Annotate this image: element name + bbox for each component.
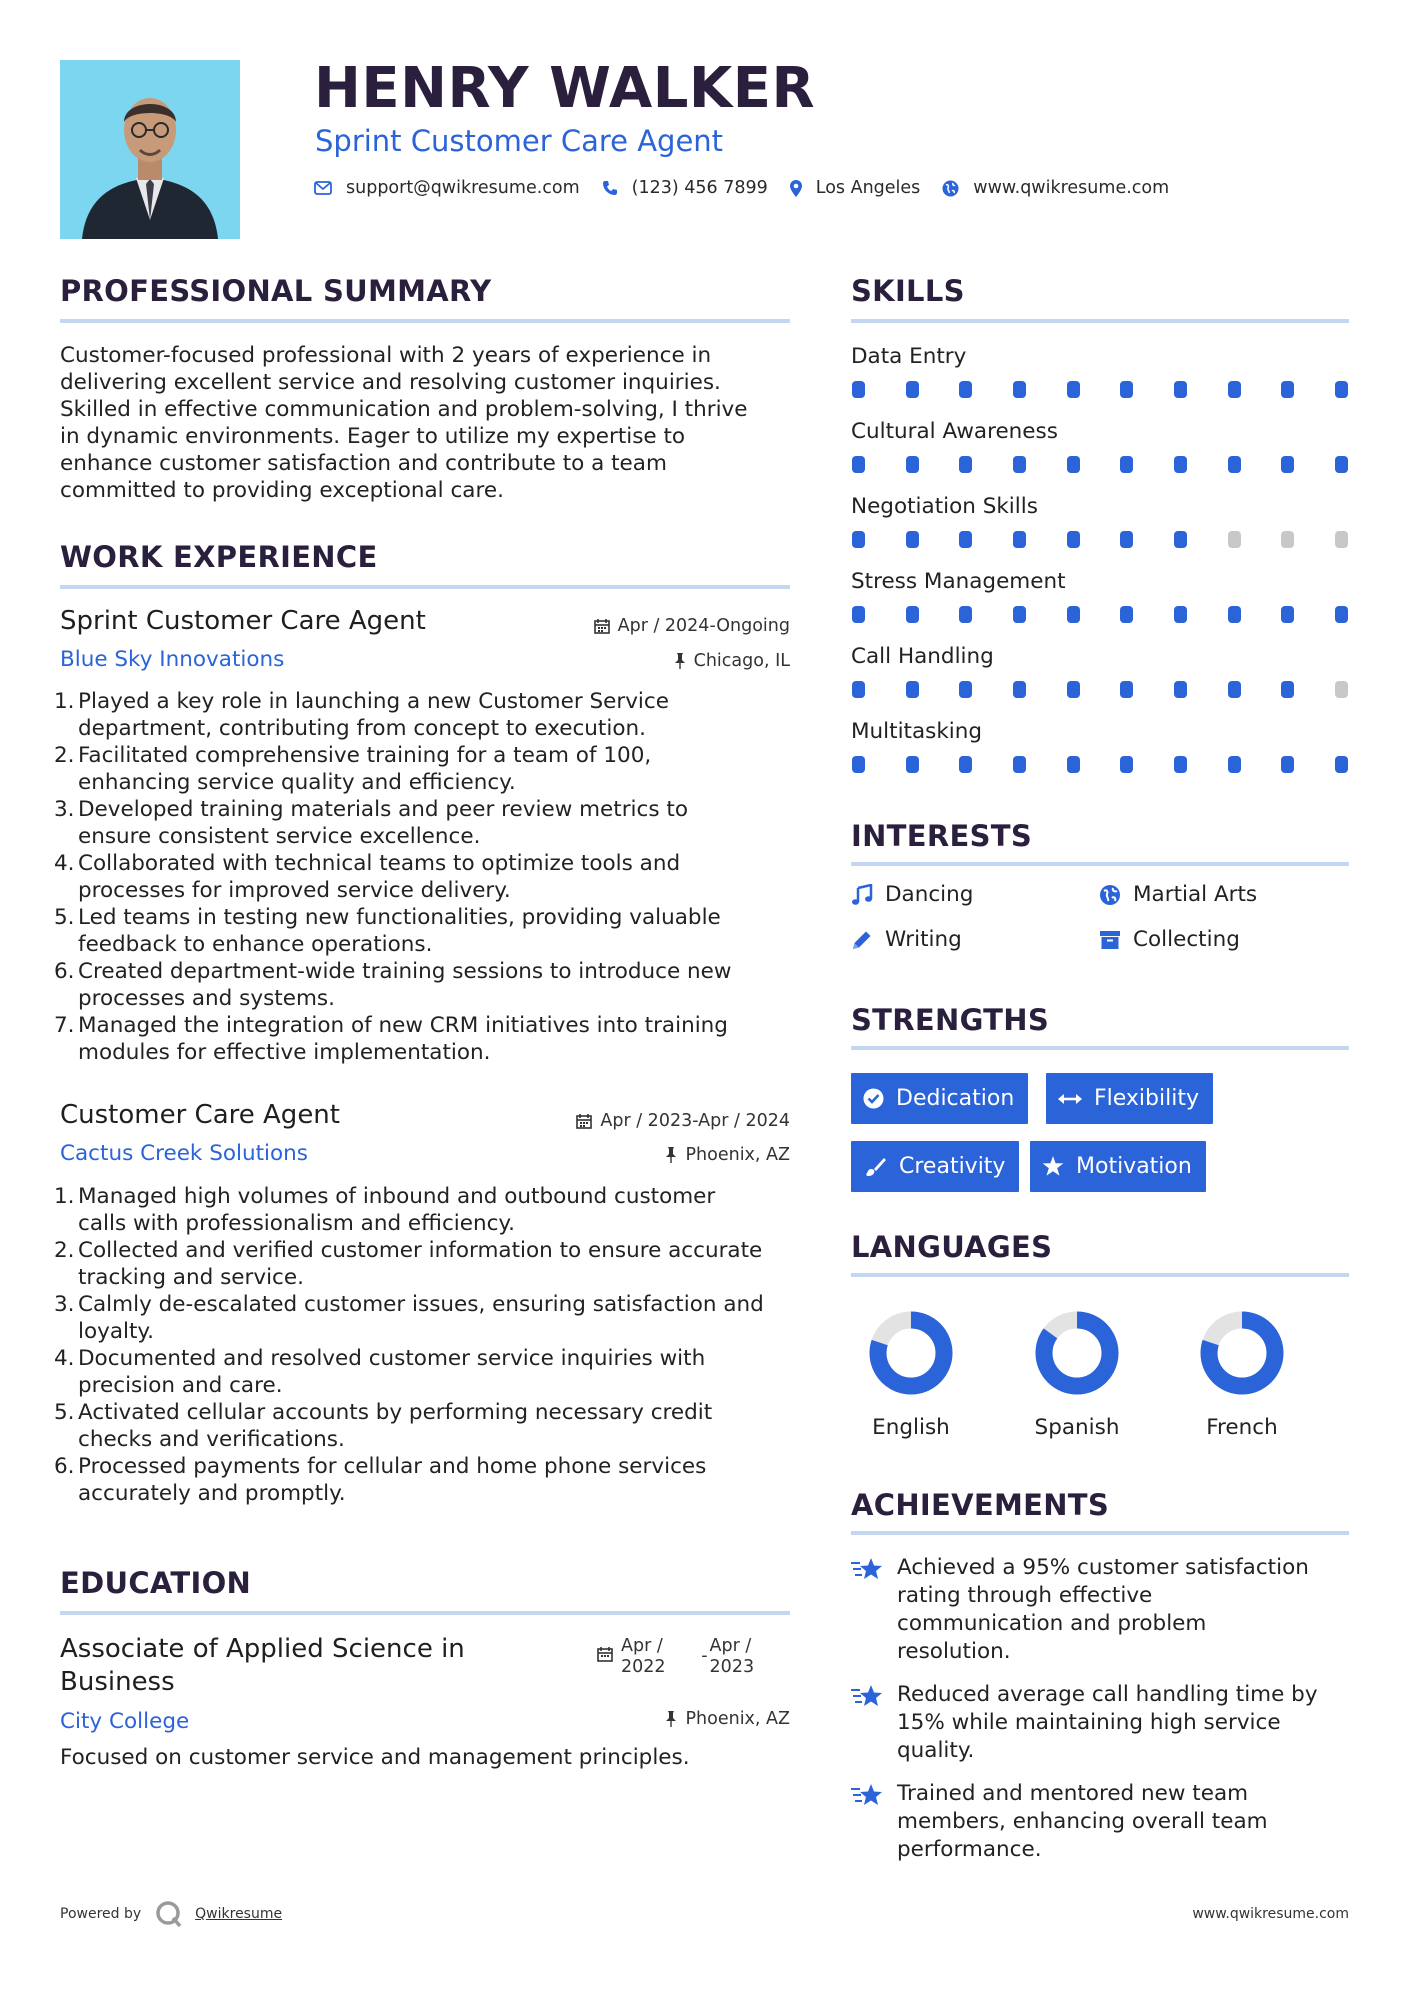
skill-rating-dot bbox=[1013, 681, 1026, 698]
skill-rating-dot bbox=[906, 756, 919, 773]
skill-rating-dot bbox=[1335, 456, 1348, 473]
job-duties-list bbox=[54, 1183, 764, 1507]
skill-rating-dot bbox=[959, 606, 972, 623]
achievement-text: Reduced average call handling time by 15% while maintaining high service quality. bbox=[897, 1682, 1318, 1763]
skill-rating bbox=[852, 456, 1348, 473]
degree-title-cont: Business bbox=[60, 1667, 175, 1697]
skill-rating-dot bbox=[1228, 381, 1241, 398]
achievement-item bbox=[851, 1780, 1268, 1864]
interest-label: Martial Arts bbox=[1133, 882, 1258, 907]
summary-line: in dynamic environments. Eager to utilize my expertise to bbox=[60, 424, 686, 449]
qwikresume-logo-icon bbox=[155, 1900, 183, 1928]
contact-bar bbox=[314, 178, 1191, 198]
skill-name: Multitasking bbox=[851, 719, 983, 744]
skill-rating-dot bbox=[1120, 681, 1133, 698]
skill-rating-dot bbox=[1067, 381, 1080, 398]
skill-rating-dot bbox=[959, 456, 972, 473]
achievement-text: Achieved a 95% customer satisfaction rating through effective communication and problem resolution. bbox=[897, 1555, 1309, 1664]
achievements-rule bbox=[851, 1531, 1349, 1535]
education-location-text: Phoenix, AZ bbox=[685, 1709, 790, 1729]
summary-heading: PROFESSIONAL SUMMARY bbox=[60, 274, 492, 308]
job-title: Sprint Customer Care Agent bbox=[60, 606, 426, 636]
pushpin-icon bbox=[674, 653, 686, 669]
job-date bbox=[576, 1111, 790, 1131]
skill-rating-dot bbox=[1335, 756, 1348, 773]
job-company: Blue Sky Innovations bbox=[60, 647, 285, 672]
calendar-icon bbox=[576, 1113, 592, 1129]
skill-rating-dot bbox=[1335, 681, 1348, 698]
strength-badge bbox=[1046, 1073, 1213, 1124]
skill-rating-dot bbox=[1335, 381, 1348, 398]
achievements-heading: ACHIEVEMENTS bbox=[851, 1488, 1110, 1522]
skill-rating-dot bbox=[1174, 456, 1187, 473]
achievement-star-icon bbox=[851, 1782, 885, 1808]
strengths-rule bbox=[851, 1046, 1349, 1050]
candidate-role: Sprint Customer Care Agent bbox=[315, 124, 724, 158]
summary-line: delivering excellent service and resolving customer inquiries. bbox=[60, 370, 721, 395]
skill-rating-dot bbox=[1174, 381, 1187, 398]
skill-rating-dot bbox=[1281, 456, 1294, 473]
skill-rating-dot bbox=[906, 681, 919, 698]
powered-by bbox=[60, 1900, 282, 1928]
achievement-item bbox=[851, 1681, 1318, 1765]
candidate-name: HENRY WALKER bbox=[314, 56, 816, 121]
strength-label: Dedication bbox=[896, 1086, 1015, 1111]
education-description: Focused on customer service and management principles. bbox=[60, 1745, 690, 1770]
skill-name: Data Entry bbox=[851, 344, 967, 369]
phone-icon bbox=[602, 180, 618, 196]
list-item: 5. Led teams in testing new functionalities, providing valuable feedback to enhance operations. bbox=[54, 905, 721, 957]
achievement-star-icon bbox=[851, 1556, 885, 1582]
skill-rating-dot bbox=[1013, 606, 1026, 623]
skill-rating-dot bbox=[852, 756, 865, 773]
skill-rating-dot bbox=[1228, 756, 1241, 773]
skill-rating-dot bbox=[852, 531, 865, 548]
strengths-heading: STRENGTHS bbox=[851, 1003, 1050, 1037]
education-dates: Apr / 2022 - Apr / 2023 bbox=[597, 1636, 754, 1678]
education-rule bbox=[60, 1611, 790, 1615]
brand-link[interactable]: Qwikresume bbox=[195, 1906, 283, 1922]
list-item: 5. Activated cellular accounts by performing necessary credit checks and verifications. bbox=[54, 1400, 713, 1452]
envelope-icon bbox=[314, 181, 332, 195]
arrows-horizontal-icon bbox=[1058, 1092, 1082, 1106]
skill-rating-dot bbox=[1120, 456, 1133, 473]
skill-rating-dot bbox=[1335, 606, 1348, 623]
phone-text: (123) 456 7899 bbox=[631, 178, 768, 198]
pushpin-icon bbox=[665, 1147, 677, 1163]
strength-badge bbox=[851, 1141, 1019, 1192]
skill-rating bbox=[852, 531, 1348, 548]
skill-rating-dot bbox=[1013, 381, 1026, 398]
list-item: 6. Processed payments for cellular and home phone services accurately and promptly. bbox=[54, 1454, 707, 1506]
skill-rating-dot bbox=[959, 381, 972, 398]
skill-rating-dot bbox=[906, 381, 919, 398]
skill-rating-dot bbox=[1067, 681, 1080, 698]
contact-phone[interactable] bbox=[602, 178, 768, 198]
strength-badge bbox=[1030, 1141, 1206, 1192]
skills-heading: SKILLS bbox=[851, 274, 965, 308]
interest-item bbox=[851, 927, 962, 952]
skill-rating-dot bbox=[1281, 381, 1294, 398]
list-item: 3. Calmly de-escalated customer issues, ensuring satisfaction and loyalty. bbox=[54, 1292, 764, 1344]
language-name: French bbox=[1206, 1415, 1278, 1440]
summary-line: Customer-focused professional with 2 years of experience in bbox=[60, 343, 712, 368]
skill-rating-dot bbox=[1120, 381, 1133, 398]
languages-heading: LANGUAGES bbox=[851, 1230, 1053, 1264]
list-item: 2. Facilitated comprehensive training for a team of 100, enhancing service quality and efficiency. bbox=[54, 743, 652, 795]
interests-heading: INTERESTS bbox=[851, 819, 1033, 853]
skill-rating-dot bbox=[906, 531, 919, 548]
degree-title: Associate of Applied Science in bbox=[60, 1634, 465, 1664]
list-item: 4. Collaborated with technical teams to optimize tools and processes for improved service delivery. bbox=[54, 851, 681, 903]
globe-icon bbox=[1099, 884, 1121, 906]
skill-name: Negotiation Skills bbox=[851, 494, 1038, 519]
archive-icon bbox=[1099, 929, 1121, 951]
skill-rating-dot bbox=[1013, 531, 1026, 548]
list-item: 3. Developed training materials and peer review metrics to ensure consistent service excellence. bbox=[54, 797, 688, 849]
pencil-icon bbox=[851, 929, 873, 951]
skill-rating-dot bbox=[959, 681, 972, 698]
job-date-text: Apr / 2024-Ongoing bbox=[617, 616, 790, 636]
skill-name: Call Handling bbox=[851, 644, 994, 669]
skill-rating-dot bbox=[1174, 531, 1187, 548]
languages-rule bbox=[851, 1273, 1349, 1277]
interest-item bbox=[1099, 927, 1240, 952]
skill-rating-dot bbox=[1067, 756, 1080, 773]
interest-label: Writing bbox=[885, 927, 962, 952]
achievement-star-icon bbox=[851, 1683, 885, 1709]
end-date: Apr / 2023 bbox=[709, 1636, 755, 1677]
job-title: Customer Care Agent bbox=[60, 1100, 340, 1130]
skill-rating-dot bbox=[1120, 531, 1133, 548]
language-name: Spanish bbox=[1034, 1415, 1120, 1440]
calendar-icon bbox=[594, 618, 610, 634]
interest-label: Collecting bbox=[1133, 927, 1240, 952]
skill-rating-dot bbox=[1067, 531, 1080, 548]
skill-rating-dot bbox=[1120, 756, 1133, 773]
skills-rule bbox=[851, 319, 1349, 323]
skill-rating-dot bbox=[1228, 456, 1241, 473]
skill-rating bbox=[852, 756, 1348, 773]
skill-rating-dot bbox=[1174, 756, 1187, 773]
skill-rating-dot bbox=[852, 681, 865, 698]
profile-photo bbox=[60, 60, 240, 239]
job-location bbox=[665, 1145, 790, 1165]
job-duties-list bbox=[54, 688, 732, 1066]
interest-label: Dancing bbox=[885, 882, 974, 907]
skill-rating bbox=[852, 681, 1348, 698]
star-icon bbox=[1042, 1156, 1064, 1177]
list-item: 1. Played a key role in launching a new Customer Service department, contributing from concept to execution. bbox=[54, 689, 669, 741]
job-location-text: Phoenix, AZ bbox=[685, 1145, 790, 1165]
summary-line: Skilled in effective communication and problem-solving, I thrive bbox=[60, 397, 748, 422]
footer-url[interactable]: www.qwikresume.com bbox=[1192, 1906, 1349, 1922]
interest-item bbox=[1099, 882, 1257, 907]
skill-rating-dot bbox=[959, 531, 972, 548]
strength-badge bbox=[851, 1073, 1028, 1124]
work-heading: WORK EXPERIENCE bbox=[60, 540, 378, 574]
job-location bbox=[674, 651, 790, 671]
list-item: 2. Collected and verified customer information to ensure accurate tracking and service. bbox=[54, 1238, 763, 1290]
skill-name: Stress Management bbox=[851, 569, 1066, 594]
job-location-text: Chicago, IL bbox=[693, 651, 790, 671]
interests-rule bbox=[851, 862, 1349, 866]
music-note-icon bbox=[851, 884, 873, 906]
strength-label: Motivation bbox=[1076, 1154, 1192, 1179]
skill-rating-dot bbox=[959, 756, 972, 773]
skill-rating-dot bbox=[906, 606, 919, 623]
summary-line: committed to providing exceptional care. bbox=[60, 478, 504, 503]
summary-text bbox=[60, 342, 748, 504]
skill-rating-dot bbox=[1120, 606, 1133, 623]
list-item: 7. Managed the integration of new CRM initiatives into training modules for effective implementation. bbox=[54, 1013, 728, 1065]
achievement-text: Trained and mentored new team members, enhancing overall team performance. bbox=[897, 1781, 1268, 1862]
skill-rating-dot bbox=[1174, 681, 1187, 698]
summary-rule bbox=[60, 319, 790, 323]
education-location bbox=[665, 1709, 790, 1729]
job-company: Cactus Creek Solutions bbox=[60, 1141, 309, 1166]
location-text: Los Angeles bbox=[815, 178, 921, 198]
skill-rating-dot bbox=[1067, 606, 1080, 623]
list-item: 6. Created department-wide training sessions to introduce new processes and systems. bbox=[54, 959, 732, 1011]
list-item: 1. Managed high volumes of inbound and outbound customer calls with professionalism and efficiency. bbox=[54, 1184, 716, 1236]
language-proficiency-ring bbox=[1197, 1308, 1287, 1398]
skill-rating-dot bbox=[1281, 606, 1294, 623]
skill-rating-dot bbox=[1281, 531, 1294, 548]
job-date-text: Apr / 2023-Apr / 2024 bbox=[600, 1111, 790, 1131]
skill-rating-dot bbox=[1174, 606, 1187, 623]
contact-location bbox=[790, 178, 921, 198]
pushpin-icon bbox=[665, 1711, 677, 1727]
check-circle-icon bbox=[863, 1088, 884, 1109]
email-text: support@qwikresume.com bbox=[346, 178, 580, 198]
achievement-item bbox=[851, 1554, 1309, 1666]
skill-rating-dot bbox=[852, 456, 865, 473]
summary-line: enhance customer satisfaction and contribute to a team bbox=[60, 451, 667, 476]
globe-icon bbox=[942, 180, 959, 197]
strength-label: Flexibility bbox=[1094, 1086, 1199, 1111]
start-date: Apr / 2022 bbox=[621, 1636, 666, 1677]
education-heading: EDUCATION bbox=[60, 1566, 252, 1600]
paintbrush-icon bbox=[865, 1156, 887, 1178]
skill-rating-dot bbox=[852, 381, 865, 398]
school-name: City College bbox=[60, 1709, 190, 1734]
skill-rating-dot bbox=[1335, 531, 1348, 548]
skill-rating-dot bbox=[1013, 456, 1026, 473]
strength-label: Creativity bbox=[899, 1154, 1006, 1179]
website-text: www.qwikresume.com bbox=[973, 178, 1170, 198]
contact-email[interactable] bbox=[314, 178, 580, 198]
language-proficiency-ring bbox=[866, 1308, 956, 1398]
skill-rating-dot bbox=[1067, 456, 1080, 473]
skill-rating bbox=[852, 606, 1348, 623]
map-pin-icon bbox=[790, 180, 802, 197]
skill-rating-dot bbox=[1281, 681, 1294, 698]
job-date bbox=[594, 616, 790, 636]
skill-name: Cultural Awareness bbox=[851, 419, 1058, 444]
skill-rating-dot bbox=[1228, 531, 1241, 548]
contact-website[interactable] bbox=[942, 178, 1169, 198]
calendar-icon bbox=[597, 1646, 613, 1662]
skill-rating-dot bbox=[1281, 756, 1294, 773]
skill-rating-dot bbox=[1228, 606, 1241, 623]
work-rule bbox=[60, 585, 790, 589]
language-proficiency-ring bbox=[1032, 1308, 1122, 1398]
list-item: 4. Documented and resolved customer service inquiries with precision and care. bbox=[54, 1346, 706, 1398]
interest-item bbox=[851, 882, 973, 907]
language-name: English bbox=[872, 1415, 950, 1440]
skill-rating-dot bbox=[1013, 756, 1026, 773]
powered-by-label: Powered by bbox=[60, 1906, 142, 1922]
skill-rating-dot bbox=[852, 606, 865, 623]
skill-rating-dot bbox=[1228, 681, 1241, 698]
skill-rating-dot bbox=[906, 456, 919, 473]
skill-rating bbox=[852, 381, 1348, 398]
